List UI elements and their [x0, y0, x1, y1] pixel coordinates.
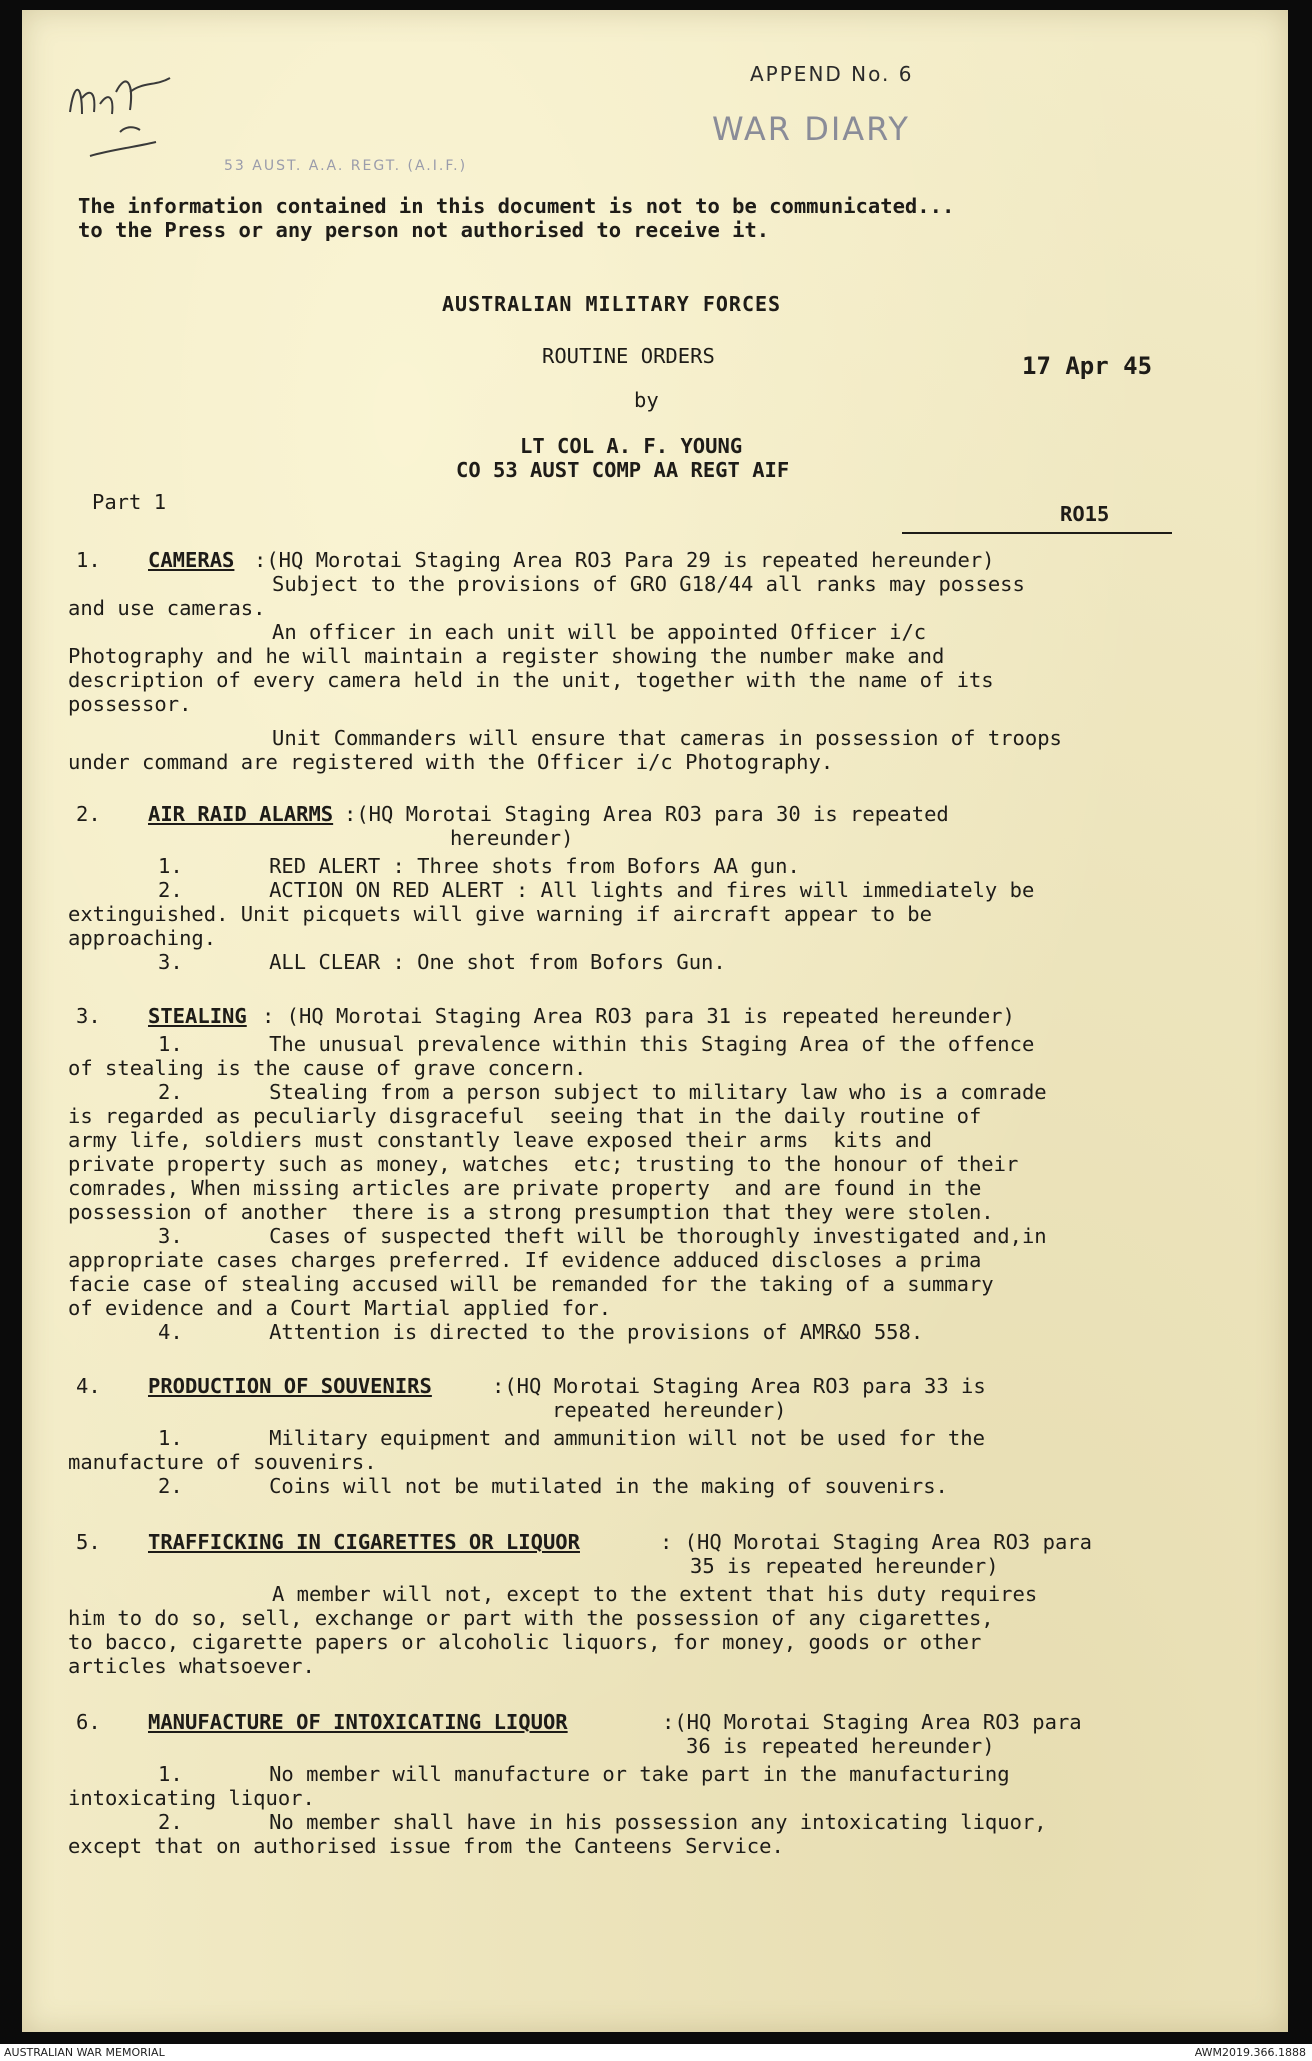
item-5-line: articles whatsoever. [68, 1654, 315, 1678]
item-2-ref: :(HQ Morotai Staging Area RO3 para 30 is repeated [344, 802, 949, 826]
item-3-line: of stealing is the cause of grave concern. [68, 1056, 587, 1080]
archive-footer [0, 2044, 1312, 2061]
item-3-line: appropriate cases charges preferred. If evidence adduced discloses a prima [68, 1248, 982, 1272]
item-1-line: Subject to the provisions of GRO G18/44 all ranks may possess [272, 572, 1025, 596]
item-5-line: A member will not, except to the extent that his duty requires [272, 1582, 1038, 1606]
officer-name: LT COL A. F. YOUNG [520, 434, 743, 458]
item-2-heading: AIR RAID ALARMS [148, 802, 334, 826]
orders-title: ROUTINE ORDERS [542, 344, 715, 368]
item-2-line: approaching. [68, 926, 217, 950]
item-6-heading: MANUFACTURE OF INTOXICATING LIQUOR [148, 1710, 568, 1734]
item-4-line: manufacture of souvenirs. [68, 1450, 377, 1474]
item-6-line: intoxicating liquor. [68, 1786, 315, 1810]
item-4-heading: PRODUCTION OF SOUVENIRS [148, 1374, 432, 1398]
document-page [22, 10, 1288, 2032]
item-3-number: 3. [76, 1004, 101, 1028]
handwritten-signature-icon [60, 52, 190, 172]
war-diary-stamp: WAR DIARY [712, 110, 910, 148]
item-2-line: 3. ALL CLEAR : One shot from Bofors Gun. [158, 950, 726, 974]
item-3-line: comrades, When missing articles are private property and are found in the [68, 1176, 982, 1200]
item-6-line: 1. No member will manufacture or take part in the manufacturing [158, 1762, 1010, 1786]
item-1-line: under command are registered with the Officer i/c Photography. [68, 750, 834, 774]
item-3-line: possession of another there is a strong presumption that they were stolen. [68, 1200, 994, 1224]
item-4-ref-cont: repeated hereunder) [552, 1398, 787, 1422]
item-1-heading: CAMERAS [148, 548, 235, 572]
item-1-ref: :(HQ Morotai Staging Area RO3 Para 29 is repeated hereunder) [254, 548, 995, 572]
part-label: Part 1 [92, 490, 167, 514]
item-1-line: and use cameras. [68, 596, 266, 620]
item-5-line: him to do so, sell, exchange or part with the possession of any cigarettes, [68, 1606, 994, 1630]
item-5-number: 5. [76, 1530, 101, 1554]
order-ref: RO15 [1060, 502, 1110, 526]
unit-name: CO 53 AUST COMP AA REGT AIF [456, 458, 790, 482]
archive-name: AUSTRALIAN WAR MEMORIAL [4, 2046, 165, 2059]
item-2-line: 2. ACTION ON RED ALERT : All lights and fires will immediately be [158, 878, 1035, 902]
item-3-line: is regarded as peculiarly disgraceful seeing that in the daily routine of [68, 1104, 982, 1128]
item-3-line: 4. Attention is directed to the provisions of AMR&O 558. [158, 1320, 924, 1344]
item-4-number: 4. [76, 1374, 101, 1398]
item-3-line: army life, soldiers must constantly leave exposed their arms kits and [68, 1128, 932, 1152]
item-5-line: to bacco, cigarette papers or alcoholic liquors, for money, goods or other [68, 1630, 982, 1654]
append-note: APPEND No. 6 [750, 62, 914, 86]
item-5-ref: : (HQ Morotai Staging Area RO3 para [660, 1530, 1092, 1554]
by-label: by [634, 388, 659, 412]
item-6-line: 2. No member shall have in his possession any intoxicating liquor, [158, 1810, 1047, 1834]
item-6-line: except that on authorised issue from the Canteens Service. [68, 1834, 784, 1858]
org-title: AUSTRALIAN MILITARY FORCES [442, 292, 782, 316]
item-1-line: description of every camera held in the unit, together with the name of its [68, 668, 994, 692]
item-3-line: private property such as money, watches etc; trusting to the honour of their [68, 1152, 1019, 1176]
security-notice-line-2: to the Press or any person not authorised to receive it. [78, 218, 770, 242]
item-3-ref: : (HQ Morotai Staging Area RO3 para 31 is repeated hereunder) [262, 1004, 1015, 1028]
item-2-line: extinguished. Unit picquets will give warning if aircraft appear to be [68, 902, 932, 926]
item-6-ref: :(HQ Morotai Staging Area RO3 para [662, 1710, 1082, 1734]
item-2-number: 2. [76, 802, 101, 826]
item-1-line: An officer in each unit will be appointed Officer i/c [272, 620, 927, 644]
item-1-line: possessor. [68, 692, 192, 716]
item-1-number: 1. [76, 548, 101, 572]
item-2-line: 1. RED ALERT : Three shots from Bofors AA gun. [158, 854, 800, 878]
item-3-heading: STEALING [148, 1004, 247, 1028]
item-1-line: Photography and he will maintain a register showing the number make and [68, 644, 945, 668]
item-6-ref-cont: 36 is repeated hereunder) [686, 1734, 995, 1758]
security-notice-line-1: The information contained in this document is not to be communicated... [78, 194, 955, 218]
item-5-ref-cont: 35 is repeated hereunder) [690, 1554, 999, 1578]
item-2-ref-cont: hereunder) [450, 826, 574, 850]
item-4-line: 2. Coins will not be mutilated in the making of souvenirs. [158, 1474, 948, 1498]
item-1-line: Unit Commanders will ensure that cameras in possession of troops [272, 726, 1062, 750]
item-5-heading: TRAFFICKING IN CIGARETTES OR LIQUOR [148, 1530, 580, 1554]
unit-stamp: 53 AUST. A.A. REGT. (A.I.F.) [224, 158, 468, 174]
item-3-line: 1. The unusual prevalence within this Staging Area of the offence [158, 1032, 1035, 1056]
item-4-ref: :(HQ Morotai Staging Area RO3 para 33 is [492, 1374, 986, 1398]
order-date: 17 Apr 45 [1022, 352, 1153, 380]
item-6-number: 6. [76, 1710, 101, 1734]
item-3-line: facie case of stealing accused will be remanded for the taking of a summary [68, 1272, 994, 1296]
item-3-line: 2. Stealing from a person subject to military law who is a comrade [158, 1080, 1047, 1104]
item-4-line: 1. Military equipment and ammunition will not be used for the [158, 1426, 985, 1450]
archive-reference: AWM2019.366.1888 [1194, 2046, 1306, 2059]
item-3-line: 3. Cases of suspected theft will be thoroughly investigated and,in [158, 1224, 1047, 1248]
item-3-line: of evidence and a Court Martial applied for. [68, 1296, 612, 1320]
ref-underline [902, 532, 1172, 534]
